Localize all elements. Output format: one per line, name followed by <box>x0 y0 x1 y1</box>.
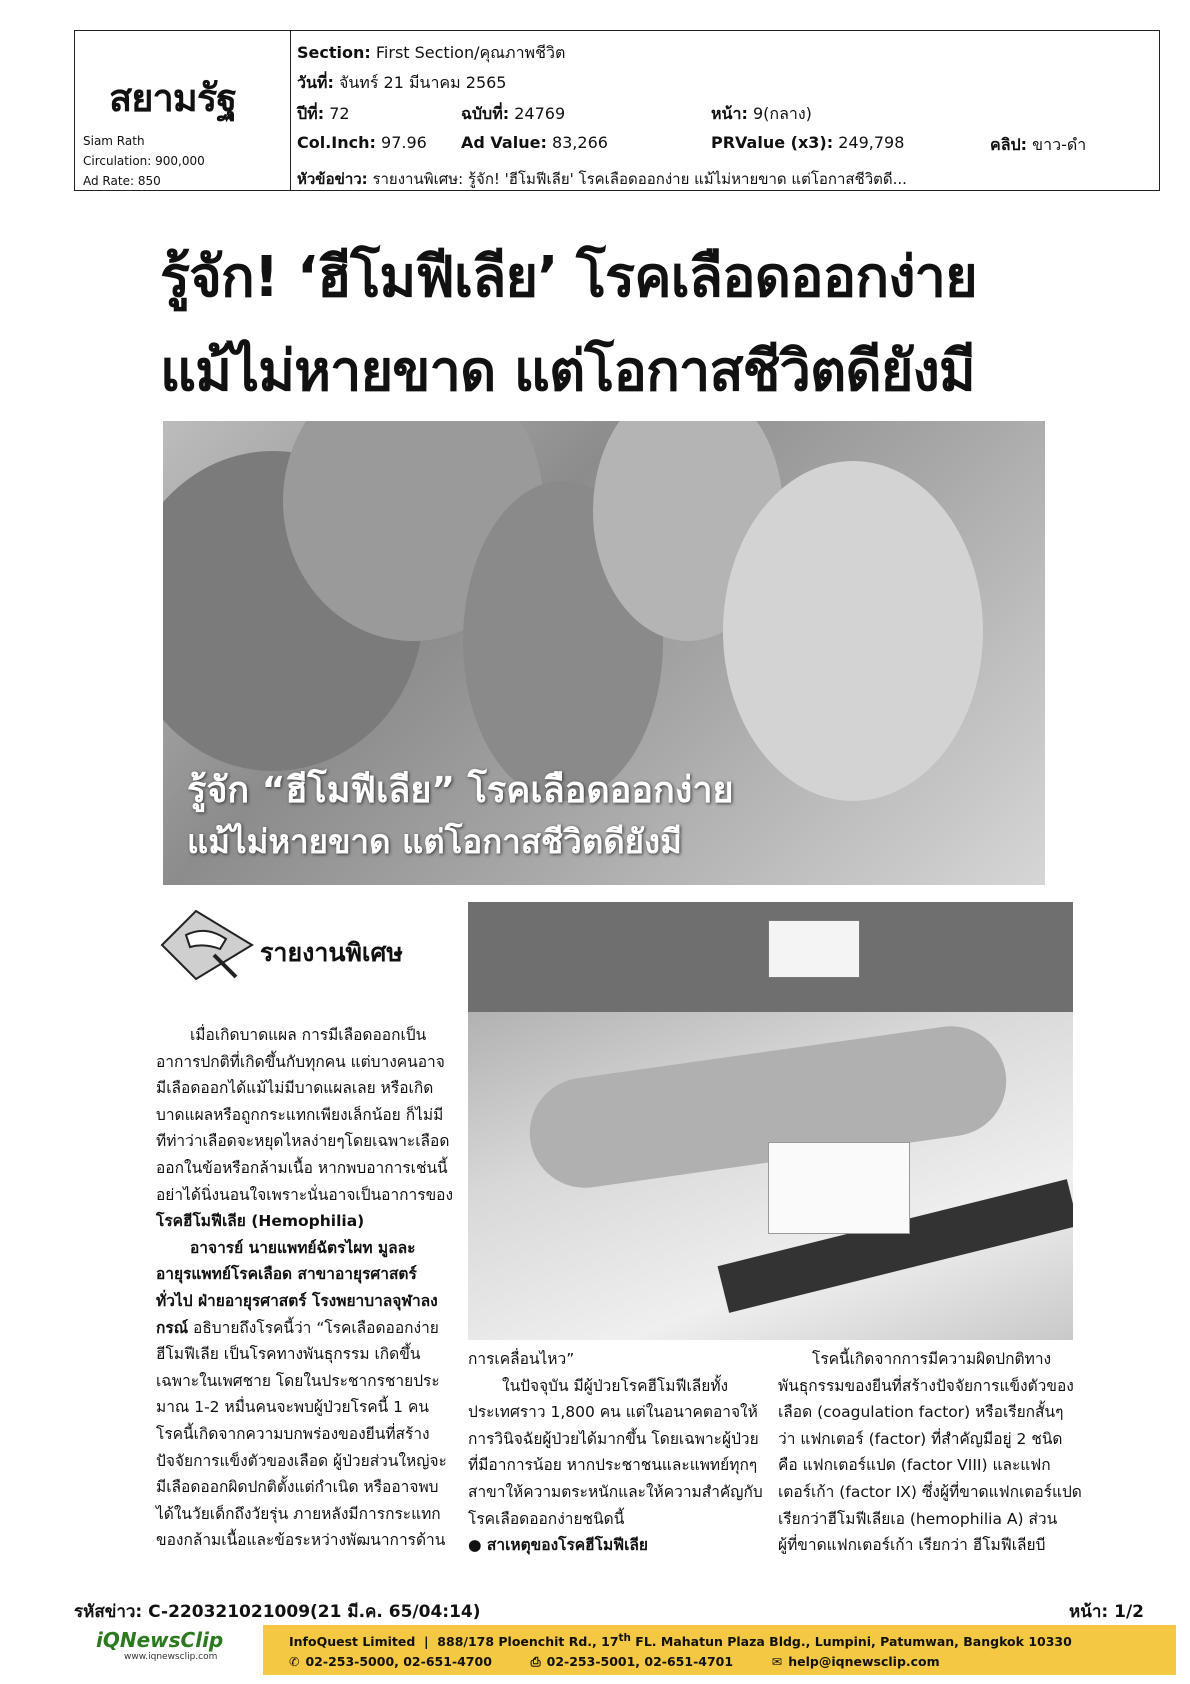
text-line: เลือด (coagulation factor) หรือเรียกสั้นๆ <box>778 1403 1064 1422</box>
hand-shape <box>723 461 983 801</box>
text-line: อาจารย์ นายแพทย์ฉัตรไผท มูลละ <box>190 1238 416 1257</box>
colinch-label: Col.Inch: <box>297 133 376 152</box>
address-sup: th <box>618 1632 631 1644</box>
article-column-3 <box>778 1346 1082 1559</box>
publication-panel <box>75 31 291 190</box>
id-badge-shape <box>768 920 860 978</box>
clip-label: คลิป: <box>990 135 1028 154</box>
text-line: อาการปกติที่เกิดขึ้นกับทุกคน แต่บางคนอาจ <box>156 1052 445 1071</box>
ad-rate-label: Ad Rate: <box>83 174 134 188</box>
ad-rate <box>83 174 161 188</box>
fax-numbers: 02-253-5001, 02-651-4701 <box>546 1654 734 1669</box>
clipping-header <box>74 30 1160 191</box>
text-line: โรคเลือดออกง่ายชนิดนี้ <box>468 1509 625 1528</box>
page-count <box>1069 1598 1144 1625</box>
text-line: โรคนี้เกิดจากการมีความผิดปกติทาง <box>812 1350 1052 1368</box>
headline-label: หัวข้อข่าว: <box>297 170 368 188</box>
text-line: กรณ์ <box>156 1318 189 1337</box>
publication-name: สยามรัฐ <box>109 76 237 120</box>
date-label: วันที่: <box>297 73 334 92</box>
support-block-shape <box>768 1142 910 1234</box>
text-line: ที่มีอาการน้อย หากประชาชนและแพทย์ทุกๆ <box>468 1456 758 1475</box>
phone-icon: ✆ <box>289 1654 300 1669</box>
issue-row <box>461 102 565 127</box>
clipping-metadata <box>297 35 1152 188</box>
text-line: การเคลื่อนไหว” <box>468 1350 575 1368</box>
news-code-label: รหัสข่าว: <box>74 1602 143 1622</box>
headline-value: รายงานพิเศษ: รู้จัก! 'ฮีโมฟีเลีย' โรคเลือดออกง่าย แม้ไม่หายขาด แต่โอกาสชีวิตดี... <box>372 170 907 188</box>
headline-row <box>297 167 1152 191</box>
text-line: คือ แฟกเตอร์แปด (factor VIII) และแฟก <box>778 1456 1051 1475</box>
address: 888/178 Ploenchit Rd., 17 <box>437 1634 619 1650</box>
logo-url: www.iqnewsclip.com <box>124 1652 218 1662</box>
clip-value: ขาว-ดำ <box>1032 135 1087 154</box>
contact-bar <box>263 1625 1176 1675</box>
issue-label: ฉบับที่: <box>461 104 510 123</box>
publication-logo <box>109 67 236 128</box>
circulation-label: Circulation: <box>83 154 152 168</box>
text-line: เตอร์เก้า (factor IX) ซึ่งผู้ที่ขาดแฟกเตอร์แปด <box>778 1482 1082 1501</box>
text-line: ออกในข้อหรือกล้ามเนื้อ หากพบอาการเช่นนี้ <box>156 1158 448 1177</box>
advalue-value: 83,266 <box>551 133 608 152</box>
text-line: ในปัจจุบัน มีผู้ป่วยโรคฮีโมฟีเลียทั้ง <box>502 1376 729 1395</box>
text-line: ได้ในวัยเด็กถึงวัยรุ่น ภายหลังมีการกระแทก <box>156 1504 441 1523</box>
fax-icon: ⎙ <box>530 1654 541 1669</box>
page-label: หน้า: <box>711 104 748 123</box>
subheading: สาเหตุของโรคฮีโมฟีเลีย <box>486 1536 649 1555</box>
hero-photo <box>163 421 1045 885</box>
hand-pencil-icon <box>156 905 256 985</box>
text-line: มีเลือดออกได้แม้ไม่มีบาดแผลเลย หรือเกิด <box>156 1079 434 1098</box>
text-line: อธิบายถึงโรคนี้ว่า “โรคเลือดออกง่าย <box>188 1318 439 1337</box>
advalue-row <box>461 133 608 152</box>
section-label: Section: <box>297 43 371 62</box>
year-value: 72 <box>329 104 350 123</box>
colinch-value: 97.96 <box>381 133 427 152</box>
text-line: การวินิจฉัยผู้ป่วยได้มากขึ้น โดยเฉพาะผู้ป่วย <box>468 1429 759 1448</box>
company-name: InfoQuest Limited <box>289 1634 416 1650</box>
circulation <box>83 154 205 168</box>
bullet-icon: ● <box>468 1536 487 1555</box>
advalue-label: Ad Value: <box>461 133 547 152</box>
year-row <box>297 102 350 127</box>
date-value: จันทร์ 21 มีนาคม 2565 <box>338 73 507 92</box>
article-column-1 <box>156 1022 454 1554</box>
page-count-label: หน้า: <box>1069 1602 1109 1622</box>
text-line: ผู้ที่ขาดแฟกเตอร์เก้า เรียกว่า ฮีโมฟีเลียบี <box>778 1536 1046 1555</box>
text-line: เมื่อเกิดบาดแผล การมีเลือดออกเป็น <box>190 1026 427 1044</box>
text-line: อายุรแพทย์โรคเลือด สาขาอายุรศาสตร์ <box>156 1265 417 1284</box>
text-line: ฮีโมฟีเลีย เป็นโรคทางพันธุกรรม เกิดขึ้น <box>156 1345 421 1364</box>
email-address: help@iqnewsclip.com <box>788 1654 940 1669</box>
text-line: โรคฮีโมฟีเลีย (Hemophilia) <box>156 1212 365 1231</box>
article-column-2 <box>468 1346 768 1559</box>
text-line: เฉพาะในเพศชาย โดยในประชากรชายประ <box>156 1371 440 1390</box>
text-line: มาณ 1-2 หมื่นคนจะพบผู้ป่วยโรคนี้ 1 คน <box>156 1398 429 1417</box>
section-row <box>297 41 565 66</box>
text-line: พันธุกรรมของยีนที่สร้างปัจจัยการแข็งตัวของ <box>778 1376 1074 1395</box>
text-line: ของกล้ามเนื้อและข้อระหว่างพัฒนาการด้าน <box>156 1531 446 1550</box>
text-line: โรคนี้เกิดจากความบกพร่องของยีนที่สร้าง <box>156 1424 430 1443</box>
ad-rate-value: 850 <box>137 174 161 188</box>
issue-value: 24769 <box>514 104 566 123</box>
treatment-photo <box>468 902 1073 1340</box>
year-label: ปีที่: <box>297 104 325 123</box>
company-address: InfoQuest Limited | 888/178 Ploenchit Rd., 17th FL. Mahatun Plaza Bldg., Lumpini, Patumwan, Bangkok 10330 <box>289 1632 1072 1650</box>
circulation-value: 900,000 <box>155 154 205 168</box>
clip-row <box>990 133 1086 158</box>
page-value: 9(กลาง) <box>752 104 812 123</box>
article-title-line2: แม้ไม่หายขาด แต่โอกาสชีวิตดียังมี <box>160 339 975 404</box>
contact-details <box>289 1654 940 1670</box>
news-code <box>74 1598 481 1625</box>
page-row <box>711 102 812 127</box>
iqnewsclip-logo <box>96 1626 246 1668</box>
email-icon: ✉ <box>771 1654 783 1669</box>
phone-numbers: 02-253-5000, 02-651-4700 <box>305 1654 492 1669</box>
photo-overlay-line1: รู้จัก “ฮีโมฟีเลีย” โรคเลือดออกง่าย <box>187 770 734 811</box>
text-line: มีเลือดออกผิดปกติตั้งแต่กำเนิด หรืออาจพบ <box>156 1478 439 1497</box>
text-line: สาขาให้ความตระหนักและให้ความสำคัญกับ <box>468 1482 763 1501</box>
text-line: เรียกว่าฮีโมฟีเลียเอ (hemophilia A) ส่วน <box>778 1509 1058 1528</box>
special-report-label: รายงานพิเศษ <box>260 938 403 967</box>
page-count-value: 1/2 <box>1114 1602 1144 1622</box>
prvalue-row <box>711 133 904 152</box>
text-line: ประเทศราว 1,800 คน แต่ในอนาคตอาจให้ <box>468 1403 758 1422</box>
photo-overlay-line2: แม้ไม่หายขาด แต่โอกาสชีวิตดียังมี <box>187 822 682 861</box>
news-code-value: C-220321021009(21 มี.ค. 65/04:14) <box>148 1602 481 1622</box>
text-line: ว่า แฟกเตอร์ (factor) ที่สำคัญมีอยู่ 2 ชนิด <box>778 1429 1063 1448</box>
colinch-row <box>297 133 427 152</box>
special-report-badge <box>156 905 431 985</box>
section-value: First Section/คุณภาพชีวิต <box>375 43 566 62</box>
text-line: ปัจจัยการแข็งตัวของเลือด ผู้ป่วยส่วนใหญ่จะ <box>156 1451 447 1470</box>
address-rest: FL. Mahatun Plaza Bldg., Lumpini, Patumwan, Bangkok 10330 <box>630 1634 1072 1650</box>
text-line: ทั่วไป ฝ่ายอายุรศาสตร์ โรงพยาบาลจุฬาลง <box>156 1291 438 1310</box>
logo-text: iQNewsClip <box>96 1628 224 1652</box>
publication-en: Siam Rath <box>83 134 145 148</box>
prvalue-value: 249,798 <box>838 133 905 152</box>
text-line: อย่าได้นิ่งนอนใจเพราะนั่นอาจเป็นอาการของ <box>156 1185 454 1204</box>
article-title-line1: รู้จัก! ‘ฮีโมฟีเลีย’ โรคเลือดออกง่าย <box>160 245 977 310</box>
text-line: บาดแผลหรือถูกกระแทกเพียงเล็กน้อย ก็ไม่มี <box>156 1105 444 1124</box>
text-line: ทีท่าว่าเลือดจะหยุดไหลง่ายๆโดยเฉพาะเลือด <box>156 1132 450 1151</box>
date-row <box>297 71 506 96</box>
prvalue-label: PRValue (x3): <box>711 133 834 152</box>
